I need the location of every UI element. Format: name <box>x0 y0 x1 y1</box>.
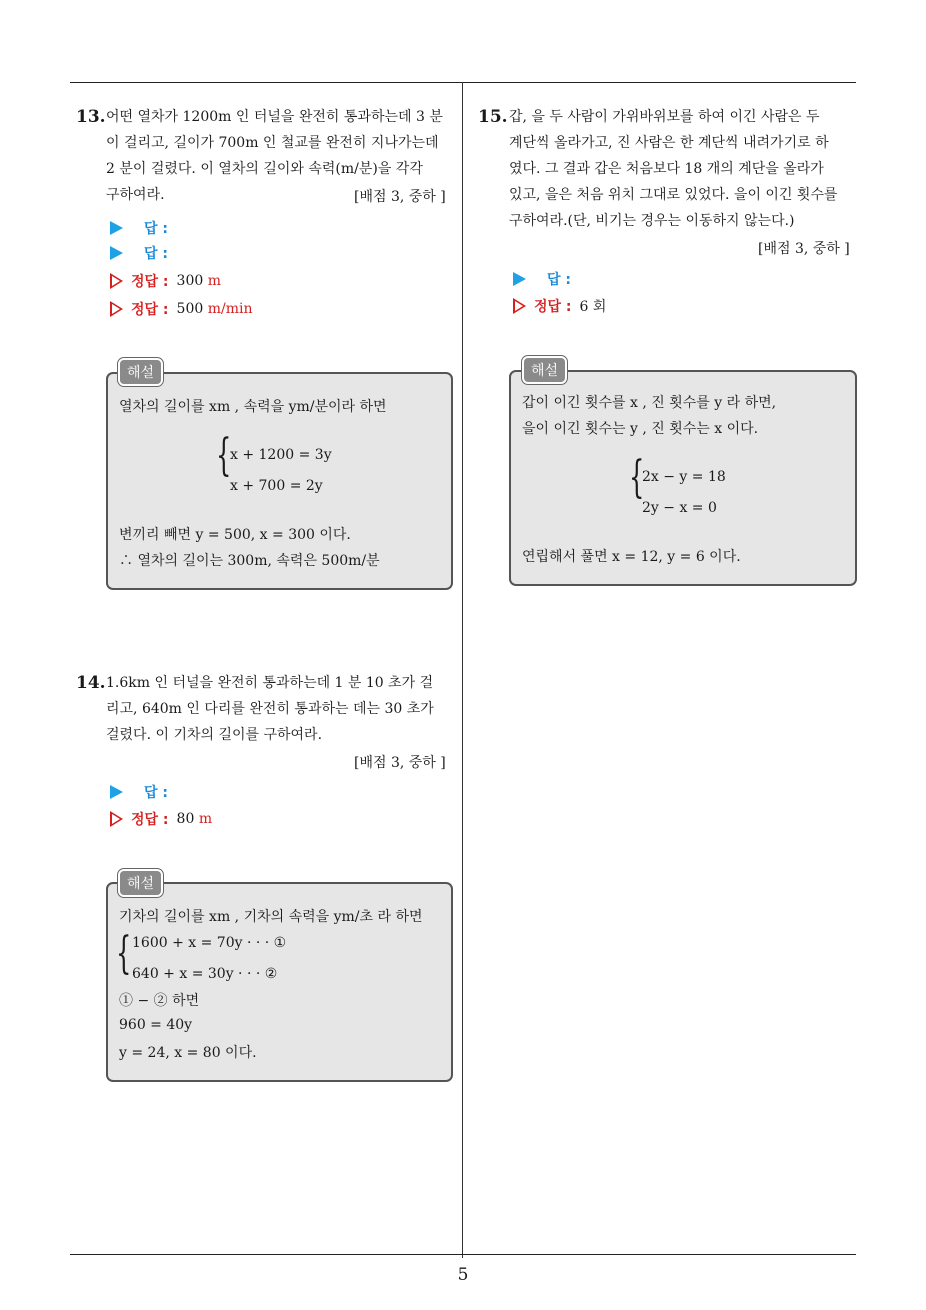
answer-label: 답 : <box>144 246 168 262</box>
problem-text <box>106 670 456 748</box>
problem-number: 13. <box>76 107 106 127</box>
problem-line: 구하여라.(단, 비기는 경우는 이동하지 않는다.) <box>509 213 795 229</box>
correct-value: 300 <box>176 273 204 289</box>
system-brace: { <box>216 430 232 481</box>
top-rule <box>70 82 856 83</box>
problem-line: 1.6km 인 터널을 완전히 통과하는데 1 분 10 초가 걸 <box>106 675 434 691</box>
answer-label: 답 : <box>144 785 168 801</box>
answer-arrow-icon <box>110 246 123 260</box>
correct-unit: m <box>207 273 221 289</box>
equation: 2y − x = 0 <box>642 500 717 516</box>
correct-label: 정답 : <box>534 299 572 315</box>
solution-line: 열차의 길이를 xm , 속력을 ym/분이라 하면 <box>119 399 387 415</box>
solution-line: 갑이 이긴 횟수를 x , 진 횟수를 y 라 하면, <box>522 395 777 411</box>
system-brace: { <box>629 452 645 503</box>
solution-line: 을이 이긴 횟수는 y , 진 횟수는 x 이다. <box>522 421 759 437</box>
answer-row <box>513 269 571 289</box>
equation: 1600 + x = 70y · · · ① <box>132 935 287 951</box>
correct-label: 정답 : <box>131 302 169 318</box>
correct-answer-row <box>513 296 606 316</box>
equation: x + 1200 = 3y <box>230 447 332 463</box>
answer-row <box>110 782 168 802</box>
solution-box <box>106 882 453 1082</box>
answer-arrow-icon <box>513 272 526 286</box>
answer-label: 답 : <box>547 272 571 288</box>
correct-value: 80 <box>176 811 195 827</box>
solution-line: 기차의 길이를 xm , 기차의 속력을 ym/초 라 하면 <box>119 909 423 925</box>
solution-box <box>509 370 857 586</box>
problem-line: 리고, 640m 인 다리를 완전히 통과하는 데는 30 초가 <box>106 701 434 717</box>
score-label: [배점 3, 중하 ] <box>354 755 446 771</box>
equation: 640 + x = 30y · · · ② <box>132 966 278 982</box>
problem-number: 15. <box>478 107 508 127</box>
problem-line: 어떤 열차가 1200m 인 터널을 완전히 통과하는데 3 분 <box>106 109 443 125</box>
bottom-rule <box>70 1254 856 1255</box>
problem-line: 2 분이 걸렸다. 이 열차의 길이와 속력(m/분)을 각각 <box>106 161 423 177</box>
score-label: [배점 3, 중하 ] <box>354 189 446 205</box>
solution-line: ∴ 열차의 길이는 300m, 속력은 500m/분 <box>119 553 380 569</box>
page-number: 5 <box>457 1265 469 1285</box>
correct-arrow-icon <box>110 811 123 827</box>
answer-label: 답 : <box>144 221 168 237</box>
correct-unit: m/min <box>207 301 253 317</box>
correct-arrow-icon <box>110 301 123 317</box>
solution-line: 연립해서 풀면 x = 12, y = 6 이다. <box>522 549 741 565</box>
problem-line: 구하여라. <box>106 187 165 203</box>
answer-arrow-icon <box>110 785 123 799</box>
correct-value: 6 회 <box>579 299 607 315</box>
solution-line: y = 24, x = 80 이다. <box>119 1045 257 1061</box>
column-separator <box>462 82 463 1258</box>
correct-label: 정답 : <box>131 274 169 290</box>
problem-line: 계단씩 올라가고, 진 사람은 한 계단씩 내려가기로 하 <box>509 135 829 151</box>
correct-label: 정답 : <box>131 812 169 828</box>
equation: x + 700 = 2y <box>230 478 323 494</box>
correct-answer-row <box>110 809 212 829</box>
solution-line: 960 = 40y <box>119 1017 193 1033</box>
answer-row <box>110 218 168 238</box>
solution-box <box>106 372 453 590</box>
problem-line: 걸렸다. 이 기차의 길이를 구하여라. <box>106 727 323 743</box>
solution-line: 변끼리 빼면 y = 500, x = 300 이다. <box>119 527 351 543</box>
correct-arrow-icon <box>513 298 526 314</box>
solution-tag: 해설 <box>522 356 567 384</box>
correct-answer-row <box>110 299 252 319</box>
solution-tag: 해설 <box>118 869 163 897</box>
problem-line: 있고, 을은 처음 위치 그대로 있었다. 을이 이긴 횟수를 <box>509 187 838 203</box>
correct-arrow-icon <box>110 273 123 289</box>
problem-line: 갑, 을 두 사람이 가위바위보를 하여 이긴 사람은 두 <box>509 109 820 125</box>
answer-arrow-icon <box>110 221 123 235</box>
correct-unit: m <box>198 811 213 827</box>
correct-value: 500 <box>176 301 204 317</box>
solution-line: ① − ② 하면 <box>119 993 200 1009</box>
solution-tag: 해설 <box>118 358 163 386</box>
problem-text <box>509 104 859 234</box>
correct-answer-row <box>110 271 221 291</box>
equation: 2x − y = 18 <box>642 469 726 485</box>
answer-row <box>110 243 168 263</box>
problem-line: 이 걸리고, 길이가 700m 인 철교를 완전히 지나가는데 <box>106 135 439 151</box>
system-brace: { <box>116 928 132 979</box>
problem-line: 였다. 그 결과 갑은 처음보다 18 개의 계단을 올라가 <box>509 161 824 177</box>
problem-number: 14. <box>76 673 106 693</box>
score-label: [배점 3, 중하 ] <box>758 241 850 257</box>
